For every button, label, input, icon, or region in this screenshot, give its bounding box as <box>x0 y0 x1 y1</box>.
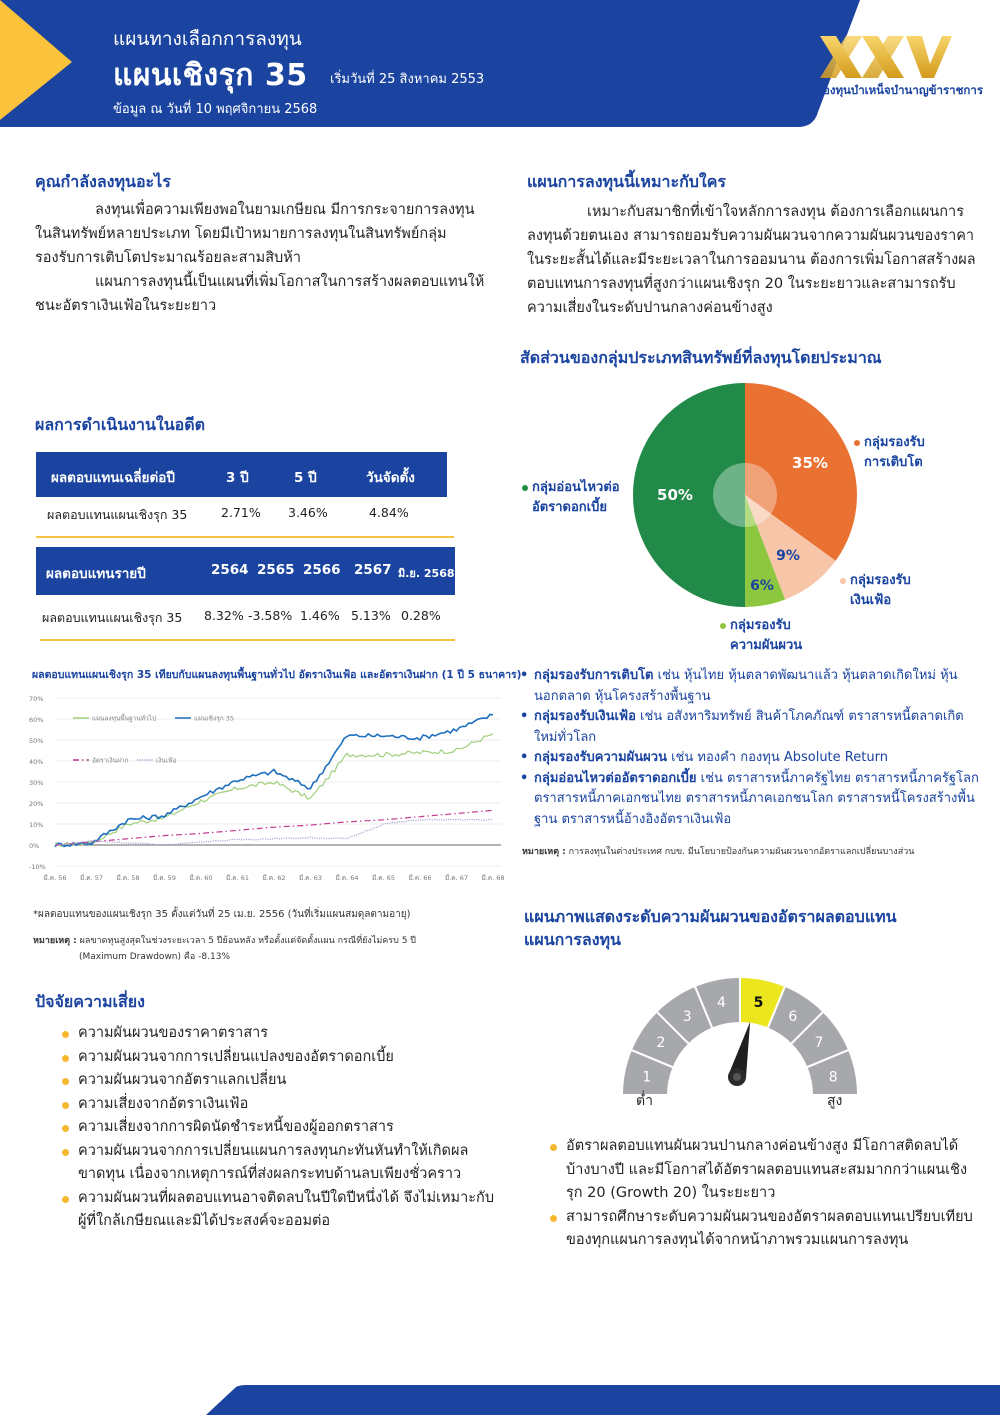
svg-text:35%: 35% <box>792 454 828 472</box>
svg-text:10%: 10% <box>29 821 44 829</box>
gauge-high-label: สูง <box>827 1093 843 1109</box>
drawdown-note-line2: (Maximum Drawdown) คือ -8.13% <box>79 952 231 962</box>
volatility-notes <box>548 1135 978 1253</box>
performance-footnote: *ผลตอบแทนของแผนเชิงรุก 35 ตั้งแต่วันที่ 25 เม.ย. 2556 (วันที่เริ่มแผนสมดุลตามอายุ) <box>33 909 411 920</box>
plan-name: แผนเชิงรุก 35 <box>113 58 308 93</box>
what-invest-title: คุณกำลังลงทุนอะไร <box>35 172 171 191</box>
fx-hedge-note <box>522 844 914 860</box>
avg-return-row <box>36 505 447 527</box>
suitable-for-para: เหมาะกับสมาชิกที่เข้าใจหลักการลงทุน ต้องการเลือกแผนการลงทุนด้วยตนเอง สามารถยอมรับความผันผวนจากความผันผวนของราคาในระยะสั้นได้และมีระยะเวลาในการออมนาน ต้องการเพิ่มโอกาสสร้างผลตอบแทนการลงทุนที่สูงกว่าแผนเชิงรุก 20 ในระยะยาวและสามารถรับความเสี่ยงในระดับปานกลางค่อนข้างสูง <box>527 204 976 316</box>
data-as-of-date: ข้อมูล ณ วันที่ 10 พฤศจิกายน 2568 <box>113 102 318 117</box>
growth-dot-icon <box>854 440 860 446</box>
annual-row-jun2568: 0.28% <box>401 608 441 623</box>
avg-return-table-header <box>36 452 447 497</box>
drawdown-note-line1: ผลขาดทุนสูงสุดในช่วงระยะเวลา 5 ปีย้อนหลัง หรือตั้งแต่จัดตั้งแผน กรณีที่ยังไม่ครบ 5 ปี <box>79 936 417 946</box>
asset-group-item: • กลุ่มรองรับการเติบโต เช่น หุ้นไทย หุ้นตลาดพัฒนาแล้ว หุ้นตลาดเกิดใหม่ หุ้นนอกตลาด หุ้นโครงสร้างพื้นฐาน <box>520 666 980 707</box>
suitable-for-title: แผนการลงทุนนี้เหมาะกับใคร <box>527 172 727 191</box>
svg-text:7: 7 <box>814 1035 824 1052</box>
svg-text:9%: 9% <box>776 548 800 564</box>
gauge-low-label: ต่ำ <box>636 1093 653 1109</box>
avg-header-inception: วันจัดตั้ง <box>366 470 415 486</box>
plan-start-date: เริ่มวันที่ 25 สิงหาคม 2553 <box>330 72 485 87</box>
svg-text:มี.ค. 59: มี.ค. 59 <box>152 874 177 882</box>
svg-text:5: 5 <box>753 994 764 1011</box>
annual-header-2566: 2566 <box>303 562 341 578</box>
svg-text:มี.ค. 56: มี.ค. 56 <box>43 874 67 882</box>
what-invest-para1: ลงทุนเพื่อความเพียงพอในยามเกษียณ มีการกระจายการลงทุนในสินทรัพย์หลายประเภท โดยมีเป้าหมายการลงทุนในสินทรัพย์กลุ่มรองรับการเติบโตประมาณร้อยละสามสิบห้า <box>35 202 475 266</box>
svg-text:4: 4 <box>717 994 726 1011</box>
asset-group-details <box>520 666 980 830</box>
what-invest-para2: แผนการลงทุนนี้เป็นแผนที่เพิ่มโอกาสในการสร้างผลตอบแทนให้ชนะอัตราเงินเฟ้อในระยะยาว <box>35 274 485 314</box>
line-chart-title: ผลตอบแทนแผนเชิงรุก 35 เทียบกับแผนลงทุนพื้นฐานทั่วไป อัตราเงินเฟ้อ และอัตราเงินฝาก (1 ปี 5 ธนาคาร) <box>32 669 522 681</box>
svg-text:มี.ค. 62: มี.ค. 62 <box>262 874 286 882</box>
svg-text:1: 1 <box>642 1069 652 1086</box>
risk-item: ความผันผวนที่ผลตอบแทนอาจติดลบในปีใดปีหนึ่งได้ จึงไม่เหมาะกับผู้ที่ใกล้เกษียณและมิได้ประสงค์จะออมต่อ <box>60 1187 500 1234</box>
avg-header-5y: 5 ปี <box>294 470 317 486</box>
allocation-pie-chart <box>630 380 860 610</box>
asset-group-item: • กลุ่มอ่อนไหวต่ออัตราดอกเบี้ย เช่น ตราสารหนี้ภาครัฐไทย ตราสารหนี้ภาครัฐโลก ตราสารหนี้ภาคเอกชนไทย ตราสารหนี้ภาคเอกชนโลก ตราสารหนี้โครงสร้างพื้นฐาน ตราสารหนี้อ้างอิงอัตราเงินเฟ้อ <box>520 769 980 831</box>
risk-item: ความเสี่ยงจากการผิดนัดชำระหนี้ของผู้ออกตราสาร <box>60 1116 500 1140</box>
svg-text:มี.ค. 67: มี.ค. 67 <box>444 874 469 882</box>
svg-text:30%: 30% <box>29 779 44 787</box>
annual-row-2567: 5.13% <box>351 608 391 623</box>
annual-return-row <box>36 608 455 630</box>
annual-row-2564: 8.32% <box>204 608 244 623</box>
svg-text:2: 2 <box>656 1035 666 1052</box>
volatility-note-item: สามารถศึกษาระดับความผันผวนของอัตราผลตอบแทนเปรียบเทียบของทุกแผนการลงทุนได้จากหน้าภาพรวมแผนการลงทุน <box>548 1206 978 1253</box>
table-divider <box>36 536 454 538</box>
drawdown-note <box>33 933 416 965</box>
pie-center-highlight <box>713 463 777 527</box>
risk-item: ความผันผวนจากอัตราแลกเปลี่ยน <box>60 1069 500 1093</box>
what-invest-body <box>35 198 485 318</box>
annual-header-2564: 2564 <box>211 562 249 578</box>
svg-text:3: 3 <box>682 1009 692 1026</box>
svg-text:6%: 6% <box>750 578 774 594</box>
avg-header-label: ผลตอบแทนเฉลี่ยต่อปี <box>51 470 175 486</box>
svg-text:แผนเชิงรุก 35: แผนเชิงรุก 35 <box>194 714 235 723</box>
risk-item: ความผันผวนของราคาตราสาร <box>60 1022 500 1046</box>
inflation-dot-icon <box>840 578 846 584</box>
allocation-title: สัดส่วนของกลุ่มประเภทสินทรัพย์ที่ลงทุนโดยประมาณ <box>520 348 882 367</box>
risk-factors-list <box>60 1022 500 1234</box>
svg-text:มี.ค. 60: มี.ค. 60 <box>189 874 213 882</box>
avg-row-3y: 2.71% <box>221 505 261 520</box>
header-subtitle: แผนทางเลือกการลงทุน <box>113 28 302 50</box>
avg-header-3y: 3 ปี <box>226 470 249 486</box>
avg-row-label: ผลตอบแทนแผนเชิงรุก 35 <box>47 507 188 522</box>
volatility-dot-icon <box>720 623 726 629</box>
pie-label-growth: กลุ่มรองรับ การเติบโต <box>854 433 925 473</box>
past-performance-title: ผลการดำเนินงานในอดีต <box>35 415 206 434</box>
svg-text:มี.ค. 64: มี.ค. 64 <box>335 874 359 882</box>
fx-note-text: การลงทุนในต่างประเทศ กบข. มีนโยบายป้องกันความผันผวนจากอัตราแลกเปลี่ยนบางส่วน <box>565 847 915 857</box>
risk-item: ความเสี่ยงจากอัตราเงินเฟ้อ <box>60 1093 500 1117</box>
annual-return-table-header <box>36 547 455 595</box>
suitable-for-body <box>527 200 977 320</box>
svg-text:-10%: -10% <box>29 863 46 871</box>
drawdown-note-label: หมายเหตุ : <box>33 936 77 946</box>
annual-header-label: ผลตอบแทนรายปี <box>46 566 146 582</box>
svg-text:มี.ค. 61: มี.ค. 61 <box>225 874 250 882</box>
logo-text: กองทุนบำเหน็จบำนาญข้าราชการ <box>815 83 984 97</box>
gpf-logo-icon <box>818 34 953 80</box>
svg-text:8: 8 <box>828 1069 838 1086</box>
svg-text:6: 6 <box>788 1009 798 1026</box>
svg-text:มี.ค. 63: มี.ค. 63 <box>298 874 323 882</box>
svg-text:มี.ค. 58: มี.ค. 58 <box>116 874 140 882</box>
risk-item: ความผันผวนจากการเปลี่ยนแปลงของอัตราดอกเบี้ย <box>60 1046 500 1070</box>
footer-bar <box>0 1385 1000 1415</box>
pie-label-inflation: กลุ่มรองรับ เงินเฟ้อ <box>840 571 911 611</box>
svg-text:อัตราเงินฝาก: อัตราเงินฝาก <box>92 756 129 765</box>
annual-row-2566: 1.46% <box>300 608 340 623</box>
annual-row-label: ผลตอบแทนแผนเชิงรุก 35 <box>42 610 183 625</box>
rate-dot-icon <box>522 485 528 491</box>
avg-row-inception: 4.84% <box>369 505 409 520</box>
annual-row-2565: -3.58% <box>248 608 293 623</box>
performance-line-chart <box>25 688 510 888</box>
volatility-note-item: อัตราผลตอบแทนผันผวนปานกลางค่อนข้างสูง มีโอกาสติดลบได้บ้างบางปี และมีโอกาสได้อัตราผลตอบแทนสะสมมากกว่าแผนเชิงรุก 20 (Growth 20) ในระยะยาว <box>548 1135 978 1206</box>
risk-factors-title: ปัจจัยความเสี่ยง <box>35 992 145 1011</box>
svg-text:มี.ค. 68: มี.ค. 68 <box>481 874 505 882</box>
svg-text:50%: 50% <box>657 486 693 504</box>
annual-header-jun2568: มิ.ย. 2568 <box>398 567 455 580</box>
annual-header-2565: 2565 <box>257 562 295 578</box>
avg-row-5y: 3.46% <box>288 505 328 520</box>
asset-group-item: • กลุ่มรองรับความผันผวน เช่น ทองคำ กองทุน Absolute Return <box>520 748 980 769</box>
pie-label-rate: กลุ่มอ่อนไหวต่อ อัตราดอกเบี้ย <box>522 478 620 518</box>
annual-header-2567: 2567 <box>354 562 392 578</box>
page-header <box>0 0 1000 130</box>
svg-text:มี.ค. 57: มี.ค. 57 <box>79 874 104 882</box>
fx-note-label: หมายเหตุ : <box>522 847 566 857</box>
svg-text:แผนลงทุนพื้นฐานทั่วไป: แผนลงทุนพื้นฐานทั่วไป <box>92 714 157 723</box>
svg-text:0%: 0% <box>29 842 40 850</box>
svg-text:มี.ค. 65: มี.ค. 65 <box>371 874 396 882</box>
volatility-title: แผนภาพแสดงระดับความผันผวนของอัตราผลตอบแทน แผนการลงทุน <box>524 907 897 949</box>
svg-text:40%: 40% <box>29 758 44 766</box>
asset-group-item: • กลุ่มรองรับเงินเฟ้อ เช่น อสังหาริมทรัพย์ สินค้าโภคภัณฑ์ ตราสารหนี้ตลาดเกิดใหม่ทั่วโลก <box>520 707 980 748</box>
table-divider <box>40 639 455 641</box>
svg-text:50%: 50% <box>29 737 44 745</box>
pie-label-volatility: กลุ่มรองรับ ความผันผวน <box>720 616 802 656</box>
svg-text:60%: 60% <box>29 716 44 724</box>
svg-text:มี.ค. 66: มี.ค. 66 <box>408 874 432 882</box>
svg-text:70%: 70% <box>29 695 44 703</box>
risk-item: ความผันผวนจากการเปลี่ยนแผนการลงทุนกะทันหันทำให้เกิดผลขาดทุน เนื่องจากเหตุการณ์ที่ส่งผลกระทบด้านลบเพียงชั่วคราว <box>60 1140 500 1187</box>
svg-text:เงินเฟ้อ: เงินเฟ้อ <box>156 756 177 765</box>
svg-text:20%: 20% <box>29 800 44 808</box>
